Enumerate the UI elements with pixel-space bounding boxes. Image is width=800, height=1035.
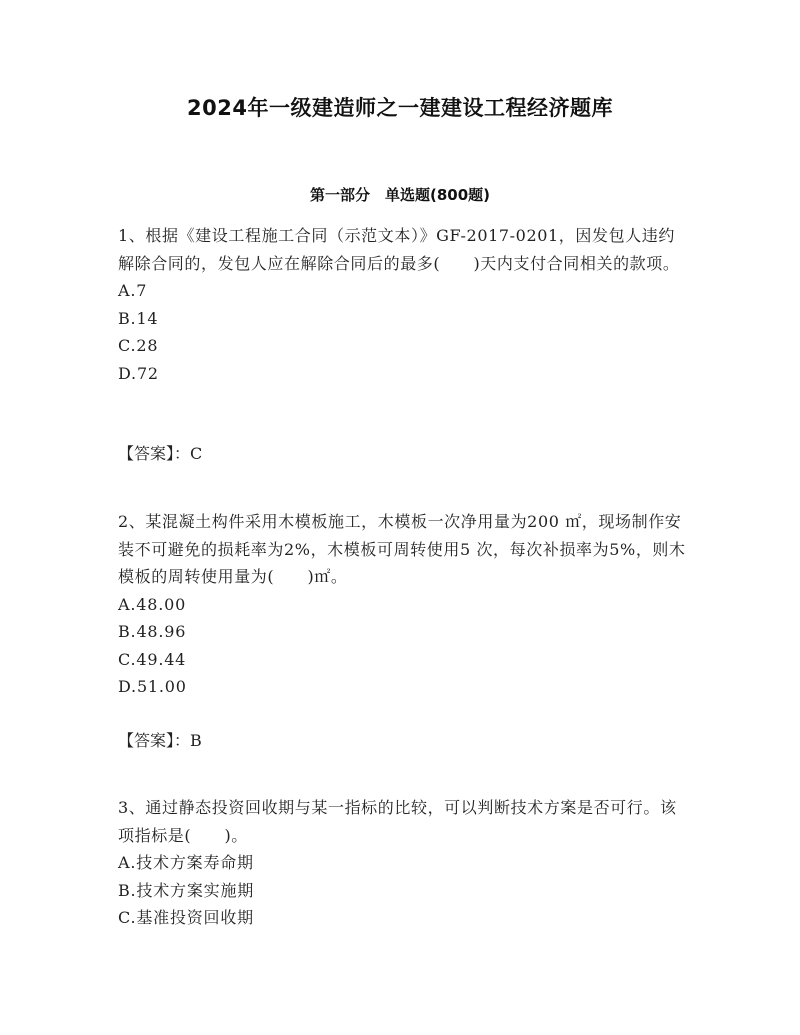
option-c: C.基准投资回收期 — [118, 908, 254, 927]
question-1 — [118, 222, 690, 387]
section-title: 第一部分 单选题(800题) — [309, 186, 491, 204]
question-2 — [118, 508, 690, 701]
document-title: 2024年一级建造师之一建建设工程经济题库 — [187, 96, 613, 120]
answer-text: 【答案】：B — [118, 731, 202, 750]
option-d: D.72 — [118, 363, 159, 383]
option-c: C.49.44 — [118, 649, 187, 669]
option-a: A.技术方案寿命期 — [118, 853, 254, 872]
option-b: B.技术方案实施期 — [118, 880, 255, 900]
question-3 — [118, 794, 690, 932]
question-stem: 2、某混凝土构件采用木模板施工，木模板一次净用量为200 ㎡，现场制作安装不可避免的损耗率为2%，木模板可周转使用5 次，每次补损率为5%，则木模板的周转使用量为( )㎡。 — [118, 512, 686, 586]
question-stem: 1、根据《建设工程施工合同（示范文本）》GF-2017-0201，因发包人违约解除合同的，发包人应在解除合同后的最多( )天内支付合同相关的款项。 — [118, 226, 680, 273]
option-b: B.14 — [118, 308, 159, 328]
option-a: A.7 — [118, 281, 148, 300]
answer-1 — [118, 440, 690, 468]
answer-2 — [118, 727, 690, 755]
option-c: C.28 — [118, 336, 159, 355]
answer-text: 【答案】：C — [118, 444, 203, 463]
option-a: A.48.00 — [118, 594, 187, 614]
option-d: D.51.00 — [118, 677, 187, 696]
question-stem: 3、通过静态投资回收期与某一指标的比较，可以判断技术方案是否可行。该项指标是( )。 — [118, 798, 677, 845]
option-b: B.48.96 — [118, 622, 187, 641]
